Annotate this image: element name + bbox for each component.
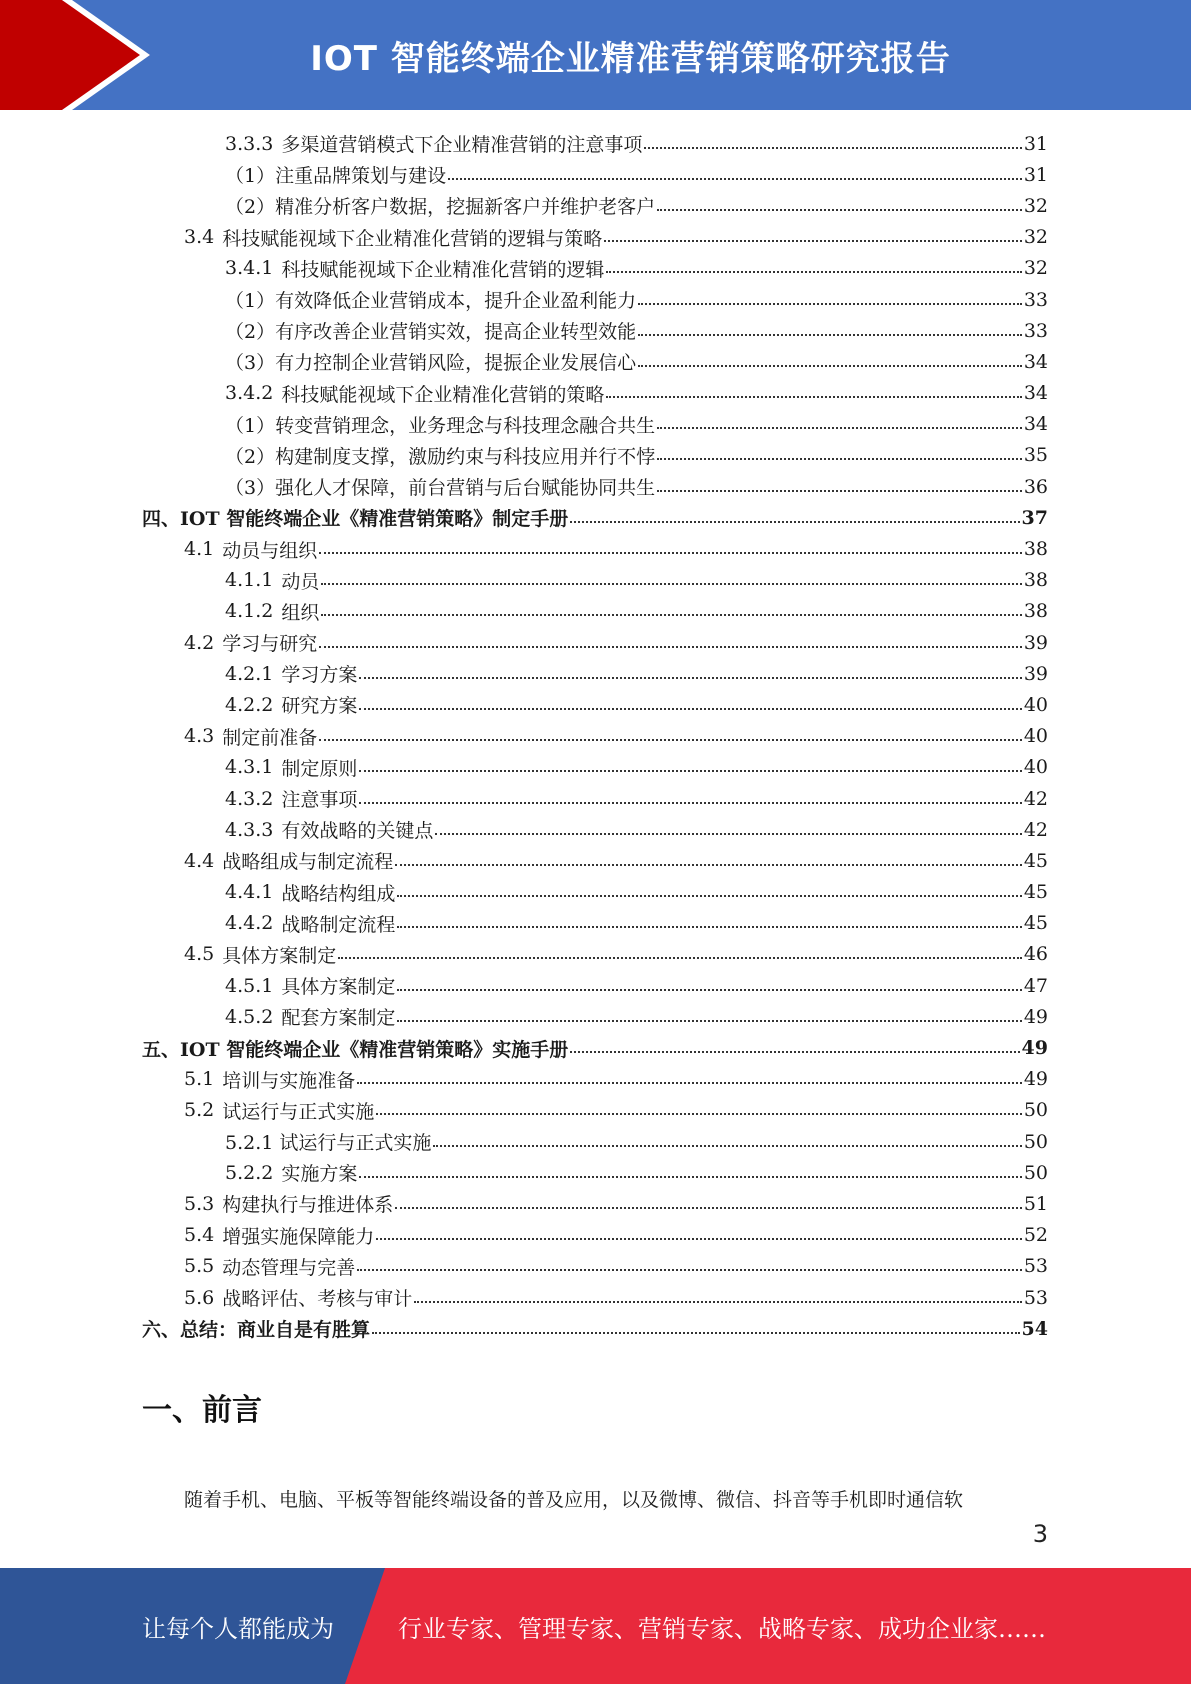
toc-entry-title: 有效战略的关键点 (281, 820, 434, 843)
toc-page-number: 39 (1023, 662, 1048, 685)
page-header (0, 0, 1191, 110)
toc-dot-leader (357, 1255, 1022, 1271)
toc-entry[interactable] (142, 1032, 1048, 1063)
toc-entry-number: 5.2.2 (225, 1161, 274, 1184)
toc-entry-number: 5.5 (184, 1255, 215, 1278)
toc-dot-leader (395, 1193, 1022, 1209)
toc-page-number: 50 (1023, 1161, 1048, 1184)
toc-entry-number: 4.5.2 (225, 1005, 274, 1028)
toc-page-number: 36 (1023, 475, 1048, 498)
toc-entry[interactable] (142, 939, 1048, 970)
toc-entry-title: 多渠道营销模式下企业精准营销的注意事项 (281, 134, 643, 157)
toc-page-number: 38 (1023, 569, 1048, 592)
toc-page-number: 40 (1023, 725, 1048, 748)
toc-page-number: 52 (1023, 1224, 1048, 1247)
toc-entry[interactable] (142, 409, 1048, 440)
toc-entry-number: 4.1.2 (225, 600, 274, 623)
toc-dot-leader (359, 756, 1021, 772)
toc-entry-title: 具体方案制定 (222, 944, 337, 967)
toc-entry-title: 制定前准备 (222, 726, 318, 749)
toc-entry[interactable] (142, 315, 1048, 346)
toc-dot-leader (376, 1224, 1022, 1240)
toc-entry-title: （3）强化人才保障，前台营销与后台赋能协同共生 (225, 477, 656, 500)
toc-entry[interactable] (142, 502, 1048, 533)
toc-page-number: 34 (1023, 413, 1048, 436)
toc-entry[interactable] (142, 689, 1048, 720)
toc-entry-number: 3.4.2 (225, 382, 274, 405)
toc-dot-leader (657, 413, 1022, 429)
toc-dot-leader (414, 1287, 1022, 1303)
toc-entry-number: 5.3 (184, 1192, 215, 1215)
toc-dot-leader (359, 1162, 1021, 1178)
toc-entry[interactable] (142, 1095, 1048, 1126)
toc-dot-leader (570, 1037, 1019, 1053)
toc-entry-number: 4.5 (184, 943, 215, 966)
toc-entry-number: 4.4.1 (225, 881, 274, 904)
body-paragraph: 随着手机、电脑、平板等智能终端设备的普及应用，以及微博、微信、抖音等手机即时通信软 (184, 1489, 964, 1511)
toc-entry[interactable] (142, 1157, 1048, 1188)
toc-page-number: 46 (1023, 943, 1048, 966)
toc-entry-number: 5.2 (184, 1099, 215, 1122)
toc-entry-title: 制定原则 (281, 757, 358, 780)
toc-dot-leader (372, 1318, 1020, 1334)
toc-page-number: 35 (1023, 444, 1048, 467)
toc-entry-number: 4.3.3 (225, 818, 274, 841)
toc-entry-title: 战略结构组成 (281, 882, 396, 905)
toc-entry[interactable] (142, 721, 1048, 752)
toc-entry-title: 增强实施保障能力 (222, 1225, 375, 1248)
toc-page-number: 32 (1023, 194, 1048, 217)
toc-entry-title: 注意事项 (281, 789, 358, 812)
toc-entry-title: 战略制定流程 (281, 913, 396, 936)
toc-entry-title: 五、IOT 智能终端企业《精准营销策略》实施手册 (142, 1038, 569, 1061)
toc-page-number: 40 (1023, 693, 1048, 716)
toc-entry-number: 3.4 (184, 226, 215, 249)
footer-slogan-right: 行业专家、管理专家、营销专家、战略专家、成功企业家…… (398, 1614, 1046, 1643)
toc-entry-title: （2）精准分析客户数据，挖掘新客户并维护老客户 (225, 196, 656, 219)
toc-dot-leader (338, 943, 1022, 959)
toc-entry[interactable] (142, 533, 1048, 564)
toc-entry-title: 动员与组织 (222, 539, 318, 562)
table-of-contents (142, 128, 1048, 1344)
toc-entry-number: 4.2.1 (225, 662, 274, 685)
toc-entry-title: 组织 (281, 601, 320, 624)
toc-page-number: 54 (1021, 1317, 1048, 1340)
toc-entry-number: 4.3.1 (225, 756, 274, 779)
toc-entry-number: 4.3 (184, 725, 215, 748)
toc-dot-leader (448, 164, 1022, 180)
toc-entry-title: 培训与实施准备 (222, 1069, 356, 1092)
toc-entry-title: 学习方案 (281, 664, 358, 687)
toc-dot-leader (359, 694, 1021, 710)
toc-entry-title: 具体方案制定 (281, 976, 396, 999)
toc-entry[interactable] (142, 565, 1048, 596)
toc-page-number: 37 (1021, 506, 1048, 529)
toc-page-number: 53 (1023, 1286, 1048, 1309)
toc-dot-leader (321, 569, 1021, 585)
toc-entry-title: 动态管理与完善 (222, 1256, 356, 1279)
toc-entry[interactable] (142, 190, 1048, 221)
toc-dot-leader (435, 819, 1021, 835)
toc-page-number: 50 (1023, 1099, 1048, 1122)
toc-entry[interactable] (142, 1220, 1048, 1251)
toc-entry-title: 学习与研究 (222, 633, 318, 656)
toc-page-number: 47 (1023, 974, 1048, 997)
page-footer (0, 1568, 1191, 1684)
toc-entry-title: 研究方案 (281, 695, 358, 718)
toc-page-number: 51 (1023, 1192, 1048, 1215)
toc-dot-leader (319, 538, 1022, 554)
toc-entry[interactable] (142, 440, 1048, 471)
report-title: IOT 智能终端企业精准营销策略研究报告 (310, 38, 951, 79)
toc-page-number: 34 (1023, 382, 1048, 405)
toc-dot-leader (397, 975, 1021, 991)
toc-page-number: 42 (1023, 787, 1048, 810)
toc-dot-leader (433, 1131, 1021, 1147)
toc-entry[interactable] (142, 970, 1048, 1001)
toc-entry[interactable] (142, 1064, 1048, 1095)
red-arrow-decoration (0, 0, 150, 110)
toc-dot-leader (319, 632, 1022, 648)
toc-entry[interactable] (142, 658, 1048, 689)
toc-page-number: 31 (1023, 163, 1048, 186)
toc-entry-number: 4.3.2 (225, 787, 274, 810)
toc-entry[interactable] (142, 1126, 1048, 1157)
toc-dot-leader (319, 725, 1022, 741)
toc-entry-number: 4.2 (184, 631, 215, 654)
toc-entry-number: 5.1 (184, 1068, 215, 1091)
toc-dot-leader (606, 382, 1021, 398)
toc-dot-leader (397, 1006, 1021, 1022)
toc-entry[interactable] (142, 346, 1048, 377)
toc-entry-title: 科技赋能视域下企业精准化营销的逻辑与策略 (222, 227, 603, 250)
toc-page-number: 49 (1021, 1037, 1048, 1060)
toc-page-number: 33 (1023, 319, 1048, 342)
toc-entry[interactable] (142, 159, 1048, 190)
toc-entry[interactable] (142, 596, 1048, 627)
toc-dot-leader (395, 850, 1022, 866)
toc-dot-leader (657, 476, 1022, 492)
toc-entry[interactable] (142, 845, 1048, 876)
toc-entry-title: （1）转变营销理念，业务理念与科技理念融合共生 (225, 414, 656, 437)
toc-dot-leader (397, 881, 1021, 897)
toc-entry[interactable] (142, 814, 1048, 845)
toc-entry-number: 3.3.3 (225, 132, 274, 155)
toc-page-number: 42 (1023, 818, 1048, 841)
toc-page-number: 34 (1023, 350, 1048, 373)
toc-entry-title: （1）有效降低企业营销成本，提升企业盈利能力 (225, 290, 637, 313)
toc-entry-number: 4.4 (184, 849, 215, 872)
toc-entry[interactable] (142, 908, 1048, 939)
toc-page-number: 49 (1023, 1068, 1048, 1091)
toc-entry[interactable] (142, 471, 1048, 502)
toc-entry-title: 5.2.1 试运行与正式实施 (225, 1132, 432, 1155)
toc-entry-title: 战略评估、考核与审计 (222, 1288, 413, 1311)
toc-entry[interactable] (142, 222, 1048, 253)
toc-dot-leader (321, 600, 1021, 616)
toc-dot-leader (359, 663, 1021, 679)
toc-dot-leader (397, 912, 1021, 928)
toc-page-number: 50 (1023, 1130, 1048, 1153)
toc-page-number: 33 (1023, 288, 1048, 311)
toc-page-number: 38 (1023, 600, 1048, 623)
toc-page-number: 45 (1023, 849, 1048, 872)
section-heading: 一、前言 (142, 1393, 262, 1428)
toc-entry-title: 构建执行与推进体系 (222, 1194, 394, 1217)
toc-entry-number: 4.4.2 (225, 912, 274, 935)
toc-entry[interactable] (142, 284, 1048, 315)
toc-entry-title: 科技赋能视域下企业精准化营销的逻辑 (281, 258, 605, 281)
toc-entry[interactable] (142, 1188, 1048, 1219)
toc-page-number: 45 (1023, 912, 1048, 935)
toc-entry[interactable] (142, 627, 1048, 658)
toc-entry-number: 4.1.1 (225, 569, 274, 592)
toc-dot-leader (606, 257, 1021, 273)
toc-entry-number: 5.6 (184, 1286, 215, 1309)
toc-entry-title: 试运行与正式实施 (222, 1100, 375, 1123)
toc-entry-title: 六、总结：商业自是有胜算 (142, 1319, 371, 1342)
toc-entry-title: （2）有序改善企业营销实效，提高企业转型效能 (225, 321, 637, 344)
page-number: 3 (1032, 1520, 1048, 1548)
toc-entry[interactable] (142, 128, 1048, 159)
toc-page-number: 32 (1023, 257, 1048, 280)
footer-slogan-left: 让每个人都能成为 (142, 1614, 334, 1643)
toc-entry[interactable] (142, 1313, 1048, 1344)
toc-page-number: 49 (1023, 1005, 1048, 1028)
toc-dot-leader (359, 788, 1021, 804)
toc-entry-title: （3）有力控制企业营销风险，提振企业发展信心 (225, 352, 637, 375)
toc-entry-number: 5.4 (184, 1224, 215, 1247)
toc-dot-leader (570, 507, 1019, 523)
toc-page-number: 32 (1023, 226, 1048, 249)
toc-page-number: 38 (1023, 538, 1048, 561)
toc-entry-title: 四、IOT 智能终端企业《精准营销策略》制定手册 (142, 508, 569, 531)
toc-entry[interactable] (142, 783, 1048, 814)
toc-entry-title: 动员 (281, 570, 320, 593)
toc-dot-leader (376, 1099, 1022, 1115)
toc-entry-number: 4.5.1 (225, 974, 274, 997)
toc-entry-number: 3.4.1 (225, 257, 274, 280)
toc-entry-title: 科技赋能视域下企业精准化营销的策略 (281, 383, 605, 406)
toc-dot-leader (657, 195, 1022, 211)
toc-dot-leader (604, 226, 1022, 242)
toc-page-number: 31 (1023, 132, 1048, 155)
toc-entry-title: 实施方案 (281, 1163, 358, 1186)
toc-entry[interactable] (142, 253, 1048, 284)
toc-dot-leader (638, 320, 1022, 336)
toc-page-number: 39 (1023, 631, 1048, 654)
toc-dot-leader (357, 1068, 1022, 1084)
toc-page-number: 53 (1023, 1255, 1048, 1278)
toc-dot-leader (638, 351, 1022, 367)
toc-entry-title: 配套方案制定 (281, 1007, 396, 1030)
toc-entry[interactable] (142, 1251, 1048, 1282)
toc-dot-leader (657, 444, 1022, 460)
toc-entry-number: 4.2.2 (225, 693, 274, 716)
toc-dot-leader (638, 289, 1022, 305)
toc-entry[interactable] (142, 752, 1048, 783)
toc-page-number: 45 (1023, 881, 1048, 904)
toc-entry-title: 战略组成与制定流程 (222, 851, 394, 874)
toc-entry[interactable] (142, 877, 1048, 908)
toc-entry[interactable] (142, 1282, 1048, 1313)
toc-dot-leader (644, 133, 1021, 149)
toc-entry-title: （1）注重品牌策划与建设 (225, 165, 447, 188)
toc-page-number: 40 (1023, 756, 1048, 779)
toc-entry-number: 4.1 (184, 538, 215, 561)
toc-entry-title: （2）构建制度支撑，激励约束与科技应用并行不悖 (225, 445, 656, 468)
toc-entry[interactable] (142, 1001, 1048, 1032)
toc-entry[interactable] (142, 378, 1048, 409)
